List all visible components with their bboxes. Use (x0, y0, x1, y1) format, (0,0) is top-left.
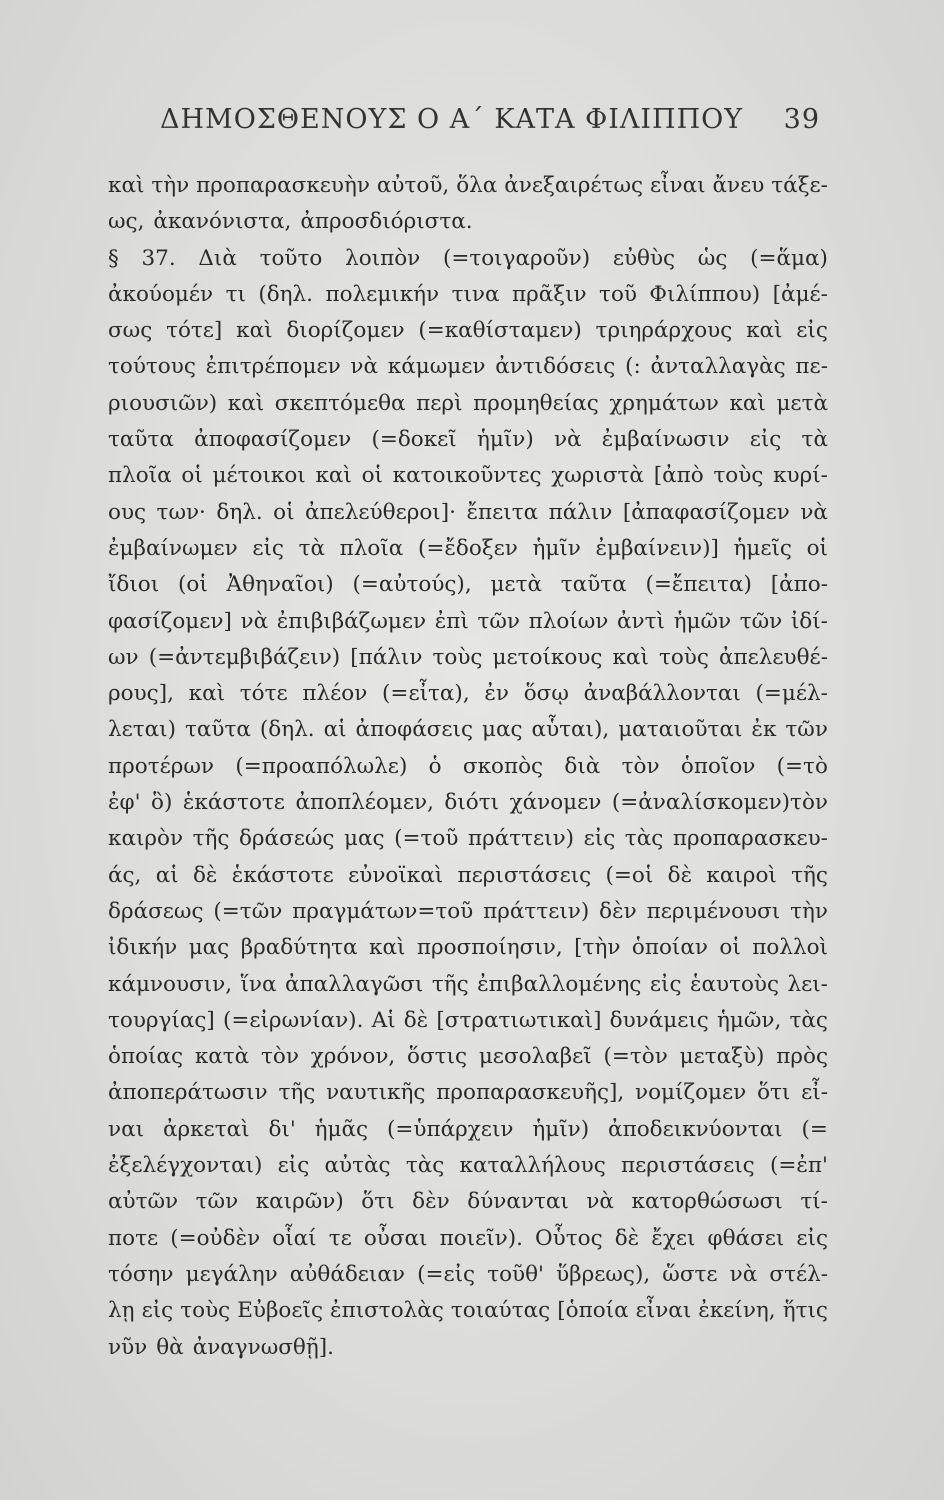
text-line: τούτους ἐπιτρέπομεν νὰ κάμωμεν ἀντιδόσεις (: ἀνταλλαγὰς πε- (108, 354, 828, 380)
text-line: ἰδικήν μας βραδύτητα καὶ προσποίησιν, [τὴν ὁποίαν οἱ πολλοὶ (108, 935, 828, 961)
body-text (108, 168, 828, 1366)
text-line: ους των· δηλ. οἱ ἀπελεύθεροι]· ἔπειτα πάλιν [ἀπαφασίζομεν νὰ (108, 499, 828, 525)
text-line: ρους], καὶ τότε πλέον (=εἶτα), ἐν ὅσῳ ἀναβάλλονται (=μέλ- (108, 681, 828, 707)
text-line: ἐφ' ὃ) ἑκάστοτε ἀποπλέομεν, διότι χάνομεν (=ἀναλίσκομεν)τὸν (108, 790, 828, 816)
text-line: ως, ἀκανόνιστα, ἀπροσδιόριστα. (108, 209, 473, 235)
text-line: δράσεως (=τῶν πραγμάτων=τοῦ πράττειν) δὲν περιμένουσι τὴν (108, 898, 828, 924)
text-line: λεται) ταῦτα (δηλ. αἱ ἀποφάσεις μας αὗται), ματαιοῦται ἐκ τῶν (108, 717, 828, 743)
text-line: ων (=ἀντεμβιβάζειν) [πάλιν τοὺς μετοίκους καὶ τοὺς ἀπελευθέ- (108, 644, 828, 670)
page-number: 39 (783, 104, 820, 135)
text-line: ἀκούομέν τι (δηλ. πολεμικήν τινα πρᾶξιν τοῦ Φιλίππου) [ἀμέ- (108, 281, 828, 307)
text-line: καὶ τὴν προπαρασκευὴν αὐτοῦ, ὅλα ἀνεξαιρέτως εἶναι ἄνευ τάξε- (108, 173, 828, 198)
text-line: ταῦτα ἀποφασίζομεν (=δοκεῖ ἡμῖν) νὰ ἐμβαίνωσιν εἰς τὰ (108, 427, 828, 453)
text-line: τουργίας] (=εἰρωνίαν). Αἱ δὲ [στρατιωτικαὶ] δυνάμεις ἡμῶν, τὰς (108, 1007, 828, 1033)
text-line: πλοῖα οἱ μέτοικοι καὶ οἱ κατοικοῦντες χωριστὰ [ἀπὸ τοὺς κυρί- (108, 463, 828, 489)
running-title: ΔΗΜΟΣΘΕΝΟΥΣ Ο Α΄ ΚΑΤΑ ΦΙΛΙΠΠΟΥ (160, 104, 744, 135)
text-line: νῦν θὰ ἀναγνωσθῇ]. (108, 1334, 334, 1360)
text-line: τόσην μεγάλην αὐθάδειαν (=εἰς τοῦθ' ὕβρεως), ὥστε νὰ στέλ- (108, 1261, 828, 1287)
text-line: ναι ἀρκεταὶ δι' ἡμᾶς (=ὑπάρχειν ἡμῖν) ἀποδεικνύονται (= (108, 1116, 828, 1142)
text-line: ἐξελέγχονται) εἰς αὐτὰς τὰς καταλλήλους περιστάσεις (=ἐπ' (108, 1153, 828, 1179)
text-line: ἴδιοι (οἱ Ἀθηναῖοι) (=αὐτούς), μετὰ ταῦτα (=ἔπειτα) [ἀπο- (108, 572, 828, 598)
text-line: ἐμβαίνωμεν εἰς τὰ πλοῖα (=ἔδοξεν ἡμῖν ἐμβαίνειν)] ἡμεῖς οἱ (108, 535, 828, 561)
text-line: αὐτῶν τῶν καιρῶν) ὅτι δὲν δύνανται νὰ κατορθώσωσι τί- (108, 1189, 828, 1215)
text-line: σως τότε] καὶ διορίζομεν (=καθίσταμεν) τριηράρχους καὶ εἰς (108, 318, 828, 344)
text-line: ὁποίας κατὰ τὸν χρόνον, ὅστις μεσολαβεῖ (=τὸν μεταξὺ) πρὸς (108, 1044, 828, 1070)
text-line: λῃ εἰς τοὺς Εὐβοεῖς ἐπιστολὰς τοιαύτας [ὁποία εἶναι ἐκείνη, ἥτις (108, 1298, 828, 1324)
text-line: καιρὸν τῆς δράσεώς μας (=τοῦ πράττειν) εἰς τὰς προπαρασκευ- (108, 826, 828, 852)
text-line: ποτε (=οὐδὲν οἷαί τε οὖσαι ποιεῖν). Οὗτος δὲ ἔχει φθάσει εἰς (108, 1225, 828, 1251)
running-header (160, 104, 820, 135)
text-line: ριουσιῶν) καὶ σκεπτόμεθα περὶ προμηθείας χρημάτων καὶ μετὰ (108, 390, 828, 416)
text-line: φασίζομεν] νὰ ἐπιβιβάζωμεν ἐπὶ τῶν πλοίων ἀντὶ ἡμῶν τῶν ἰδί- (108, 608, 828, 634)
text-line: κάμνουσιν, ἵνα ἀπαλλαγῶσι τῆς ἐπιβαλλομένης εἰς ἑαυτοὺς λει- (108, 971, 828, 997)
text-line: άς, αἱ δὲ ἑκάστοτε εὐνοϊκαὶ περιστάσεις (=οἱ δὲ καιροὶ τῆς (108, 862, 828, 888)
text-line: προτέρων (=προαπόλωλε) ὁ σκοπὸς διὰ τὸν ὁποῖον (=τὸ (108, 753, 828, 779)
text-line: § 37. Διὰ τοῦτο λοιπὸν (=τοιγαροῦν) εὐθὺς ὡς (=ἅμα) (108, 245, 828, 271)
text-line: ἀποπεράτωσιν τῆς ναυτικῆς προπαρασκευῆς], νομίζομεν ὅτι εἶ- (108, 1080, 828, 1106)
